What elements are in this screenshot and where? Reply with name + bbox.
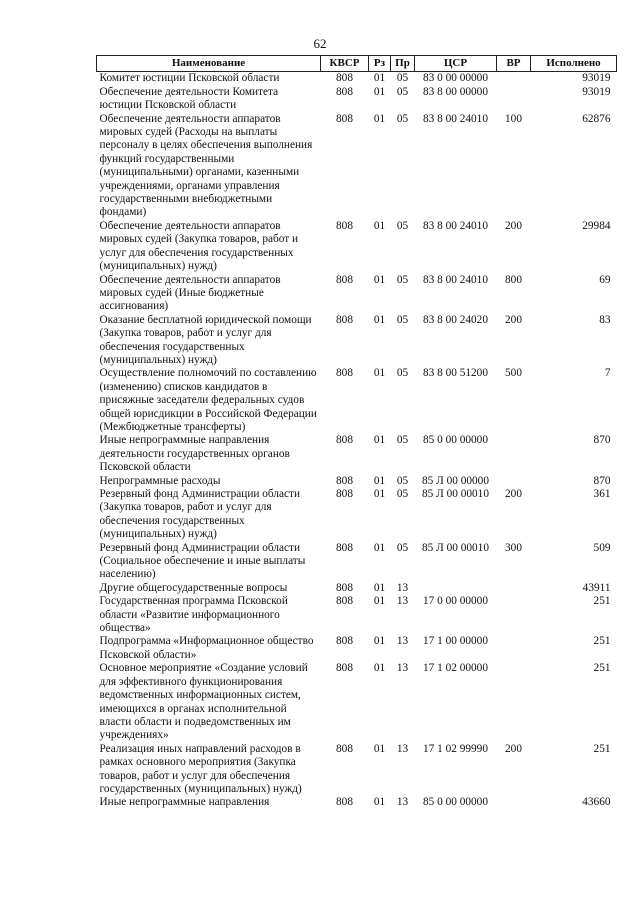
cell-vr: 800	[505, 273, 522, 286]
table-row	[97, 662, 617, 742]
header-executed: Исполнено	[531, 56, 617, 72]
table-row	[97, 582, 617, 595]
cell-csr: 83 8 00 24010	[423, 273, 488, 286]
cell-rz: 01	[373, 313, 386, 326]
cell-pr: 05	[396, 112, 409, 125]
cell-executed: 29984	[582, 219, 611, 232]
cell-pr: 13	[396, 662, 409, 675]
cell-name: Обеспечение деятельности аппаратов мировых судей (Расходы на выплаты персоналу в целях обеспечения выполнения функций государственными (муниципальными) органами, казенными учреждениями, органами управления государственными внебюджетными фондами)	[99, 112, 313, 219]
table-row	[97, 274, 617, 314]
cell-pr: 05	[396, 72, 409, 85]
header-pr: Пр	[391, 56, 415, 72]
table-row	[97, 434, 617, 474]
cell-kvsr: 808	[336, 85, 353, 98]
cell-rz: 01	[373, 367, 386, 380]
budget-table	[96, 55, 617, 810]
cell-csr: 83 8 00 24020	[423, 313, 488, 326]
cell-rz: 01	[373, 219, 386, 232]
cell-vr: 100	[505, 112, 522, 125]
cell-executed: 251	[593, 595, 611, 608]
cell-kvsr: 808	[336, 635, 353, 648]
cell-kvsr: 808	[336, 662, 353, 675]
cell-pr: 13	[396, 595, 409, 608]
cell-csr: 85 0 00 00000	[423, 796, 488, 809]
cell-rz: 01	[373, 474, 386, 487]
cell-executed: 93019	[582, 72, 611, 85]
cell-executed: 43911	[582, 581, 611, 594]
cell-vr	[497, 595, 531, 635]
cell-vr: 200	[505, 313, 522, 326]
cell-pr: 13	[396, 796, 409, 809]
cell-name: Другие общегосударственные вопросы	[99, 581, 288, 594]
cell-name: Реализация иных направлений расходов в рамках основного мероприятия (Закупка товаров, работ и услуг для обеспечения государственных (муниципальных) нужд)	[99, 742, 302, 795]
cell-csr: 83 8 00 51200	[423, 367, 488, 380]
cell-pr: 05	[396, 219, 409, 232]
table-row	[97, 635, 617, 662]
cell-name: Иные непрограммные направления	[99, 796, 270, 809]
cell-vr	[497, 582, 531, 595]
cell-csr: 85 Л 00 00000	[422, 474, 489, 487]
cell-rz: 01	[373, 796, 386, 809]
cell-vr	[497, 434, 531, 474]
cell-rz: 01	[373, 72, 386, 85]
cell-executed: 7	[604, 367, 611, 380]
cell-kvsr: 808	[336, 488, 353, 500]
table-row	[97, 72, 617, 86]
cell-name: Осуществление полномочий по составлению (изменению) списков кандидатов в присяжные заседатели федеральных судов общей юрисдикции в Российской Федерации (Межбюджетные трансферты)	[99, 367, 317, 433]
cell-kvsr: 808	[336, 474, 353, 487]
cell-executed: 251	[593, 742, 611, 755]
table-body	[97, 72, 617, 810]
cell-executed: 83	[599, 313, 611, 326]
header-rz: Рз	[369, 56, 391, 72]
cell-pr: 05	[396, 434, 409, 447]
cell-pr: 13	[396, 742, 409, 755]
cell-csr: 85 Л 00 00010	[422, 541, 489, 554]
cell-executed: 361	[593, 488, 611, 500]
cell-name: Государственная программа Псковской области «Развитие информационного общества»	[99, 595, 288, 635]
cell-vr	[497, 662, 531, 742]
page-number: 62	[313, 36, 327, 51]
cell-rz: 01	[373, 742, 386, 755]
cell-kvsr: 808	[336, 595, 353, 608]
cell-kvsr: 808	[336, 434, 353, 447]
cell-name: Непрограммные расходы	[99, 474, 221, 487]
cell-rz: 01	[373, 595, 386, 608]
cell-rz: 01	[373, 85, 386, 98]
cell-rz: 01	[373, 541, 386, 554]
table-header-row	[97, 56, 617, 72]
table-row	[97, 220, 617, 274]
cell-csr: 17 1 02 99990	[423, 742, 488, 755]
cell-name: Оказание бесплатной юридической помощи (Закупка товаров, работ и услуг для обеспечения государственных (муниципальных) нужд)	[99, 313, 312, 366]
cell-rz: 01	[373, 581, 386, 594]
cell-pr: 13	[396, 635, 409, 648]
cell-kvsr: 808	[336, 273, 353, 286]
cell-csr: 83 8 00 24010	[423, 112, 488, 125]
cell-vr: 300	[505, 541, 522, 554]
cell-pr: 05	[396, 474, 409, 487]
table-row	[97, 488, 617, 542]
cell-rz: 01	[373, 662, 386, 675]
table-row	[97, 475, 617, 488]
table-row	[97, 542, 617, 582]
cell-kvsr: 808	[336, 112, 353, 125]
table-row	[97, 367, 617, 434]
cell-vr	[497, 635, 531, 662]
cell-pr: 05	[396, 488, 409, 500]
cell-rz: 01	[373, 273, 386, 286]
cell-vr: 200	[505, 488, 522, 500]
cell-name: Резервный фонд Администрации области (Закупка товаров, работ и услуг для обеспечения государственных (муниципальных) нужд)	[99, 488, 301, 541]
cell-kvsr: 808	[336, 581, 353, 594]
cell-vr	[497, 796, 531, 809]
cell-csr: 83 8 00 24010	[423, 219, 488, 232]
table-row	[97, 86, 617, 113]
cell-csr	[415, 582, 497, 595]
cell-csr: 85 Л 00 00010	[422, 488, 489, 500]
cell-vr	[497, 72, 531, 86]
cell-executed: 62876	[582, 112, 611, 125]
table-row	[97, 314, 617, 368]
header-kvsr: КВСР	[321, 56, 369, 72]
cell-kvsr: 808	[336, 796, 353, 809]
cell-rz: 01	[373, 488, 386, 500]
cell-executed: 251	[593, 662, 611, 675]
cell-kvsr: 808	[336, 72, 353, 85]
cell-csr: 17 1 00 00000	[423, 635, 488, 648]
cell-pr: 05	[396, 367, 409, 380]
cell-pr: 13	[396, 581, 409, 594]
cell-csr: 17 0 00 00000	[423, 595, 488, 608]
cell-pr: 05	[396, 85, 409, 98]
cell-csr: 83 8 00 00000	[423, 85, 488, 98]
cell-rz: 01	[373, 635, 386, 648]
table-row	[97, 113, 617, 220]
cell-executed: 69	[599, 273, 611, 286]
cell-name: Комитет юстиции Псковской области	[99, 72, 280, 85]
table-row	[97, 796, 617, 809]
cell-kvsr: 808	[336, 313, 353, 326]
cell-executed: 870	[593, 474, 611, 487]
cell-name: Подпрограмма «Информационное общество Псковской области»	[99, 635, 314, 661]
header-name: Наименование	[97, 56, 321, 72]
cell-name: Обеспечение деятельности аппаратов мировых судей (Иные бюджетные ассигнования)	[99, 273, 281, 313]
header-csr: ЦСР	[415, 56, 497, 72]
cell-vr	[497, 86, 531, 113]
cell-kvsr: 808	[336, 742, 353, 755]
cell-executed: 251	[593, 635, 611, 648]
cell-vr	[497, 475, 531, 488]
cell-executed: 93019	[582, 85, 611, 98]
cell-vr: 500	[505, 367, 522, 380]
cell-executed: 870	[593, 434, 611, 447]
header-vr: ВР	[497, 56, 531, 72]
cell-csr: 17 1 02 00000	[423, 662, 488, 675]
cell-kvsr: 808	[336, 219, 353, 232]
cell-name: Обеспечение деятельности Комитета юстиции Псковской области	[99, 85, 279, 112]
cell-name: Иные непрограммные направления деятельности государственных органов Псковской области	[99, 434, 290, 474]
cell-kvsr: 808	[336, 367, 353, 380]
cell-csr: 85 0 00 00000	[423, 434, 488, 447]
table-row	[97, 595, 617, 635]
cell-pr: 05	[396, 313, 409, 326]
cell-kvsr: 808	[336, 541, 353, 554]
cell-pr: 05	[396, 541, 409, 554]
table-row	[97, 743, 617, 797]
cell-rz: 01	[373, 434, 386, 447]
cell-executed: 509	[593, 541, 611, 554]
cell-executed: 43660	[582, 796, 611, 809]
cell-name: Резервный фонд Администрации области (Социальное обеспечение и иные выплаты населению)	[99, 541, 306, 581]
cell-csr: 83 0 00 00000	[423, 72, 488, 85]
cell-name: Основное мероприятие «Создание условий для эффективного функционирования ведомственных информационных систем, имеющихся в органах исполнительной власти области и подведомственных им учреждениях»	[99, 662, 308, 742]
cell-rz: 01	[373, 112, 386, 125]
cell-name: Обеспечение деятельности аппаратов мировых судей (Закупка товаров, работ и услуг для обеспечения государственных (муниципальных) нужд)	[99, 219, 299, 273]
cell-vr: 200	[505, 742, 522, 755]
cell-vr: 200	[505, 219, 522, 232]
cell-pr: 05	[396, 273, 409, 286]
